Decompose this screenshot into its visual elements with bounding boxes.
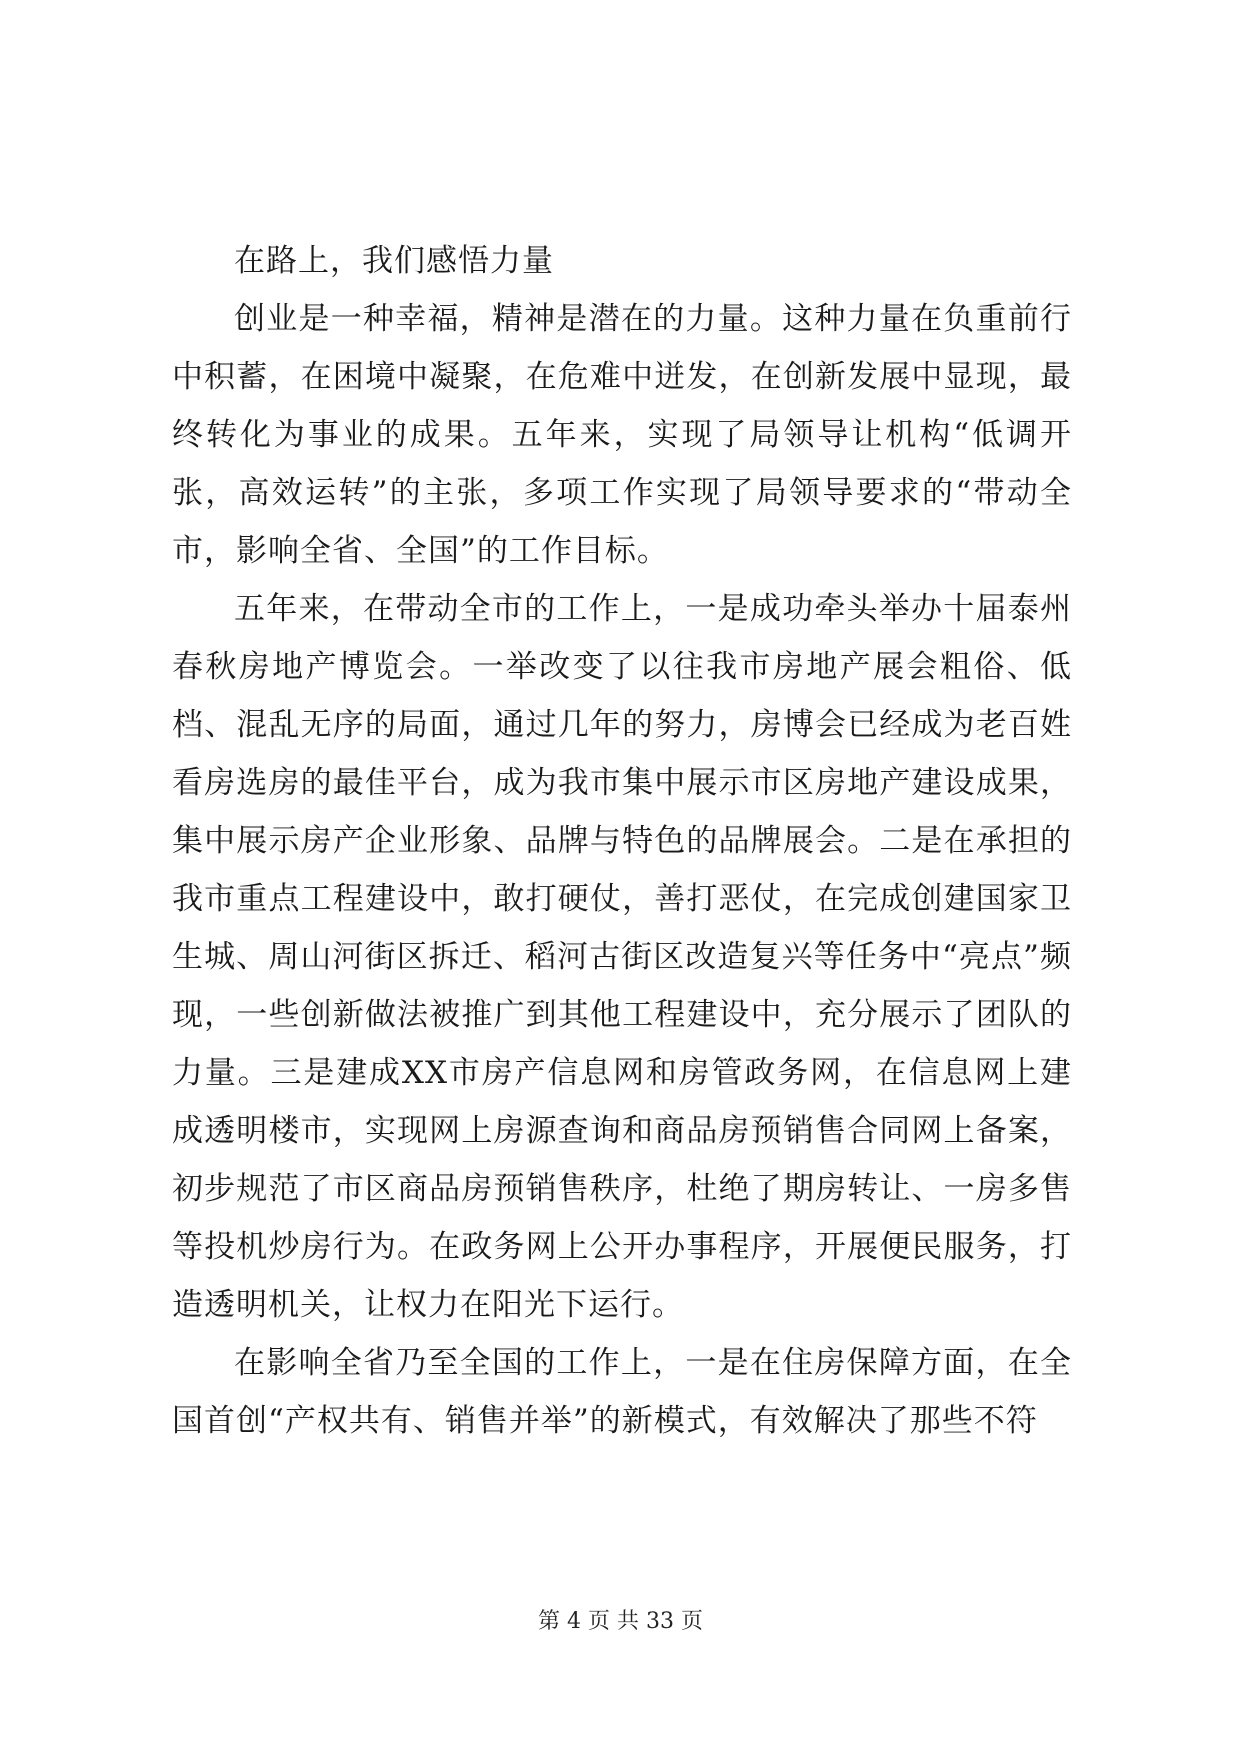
- paragraph-1: 创业是一种幸福，精神是潜在的力量。这种力量在负重前行中积蓄，在困境中凝聚，在危难中迸发，在创新发展中显现，最终转化为事业的成果。五年来，实现了局领导让机构“低调开张，高效运转”的主张，多项工作实现了局领导要求的“带动全市，影响全省、全国”的工作目标。: [172, 301, 1072, 569]
- paragraph-3: 在影响全省乃至全国的工作上，一是在住房保障方面，在全国首创“产权共有、销售并举”的新模式，有效解决了那些不符: [172, 1345, 1072, 1439]
- document-body: [172, 232, 1072, 1450]
- paragraph-2: 五年来，在带动全市的工作上，一是成功牵头举办十届泰州春秋房地产博览会。一举改变了以往我市房地产展会粗俗、低档、混乱无序的局面，通过几年的努力，房博会已经成为老百姓看房选房的最佳平台，成为我市集中展示市区房地产建设成果，集中展示房产企业形象、品牌与特色的品牌展会。二是在承担的我市重点工程建设中，敢打硬仗，善打恶仗，在完成创建国家卫生城、周山河街区拆迁、稻河古街区改造复兴等任务中“亮点”频现，一些创新做法被推广到其他工程建设中，充分展示了团队的力量。三是建成XX市房产信息网和房管政务网，在信息网上建成透明楼市，实现网上房源查询和商品房预销售合同网上备案，初步规范了市区商品房预销售秩序，杜绝了期房转让、一房多售等投机炒房行为。在政务网上公开办事程序，开展便民服务，打造透明机关，让权力在阳光下运行。: [172, 591, 1072, 1323]
- page-number-footer: 第 4 页 共 33 页: [538, 1609, 703, 1634]
- section-heading: 在路上，我们感悟力量: [234, 243, 554, 279]
